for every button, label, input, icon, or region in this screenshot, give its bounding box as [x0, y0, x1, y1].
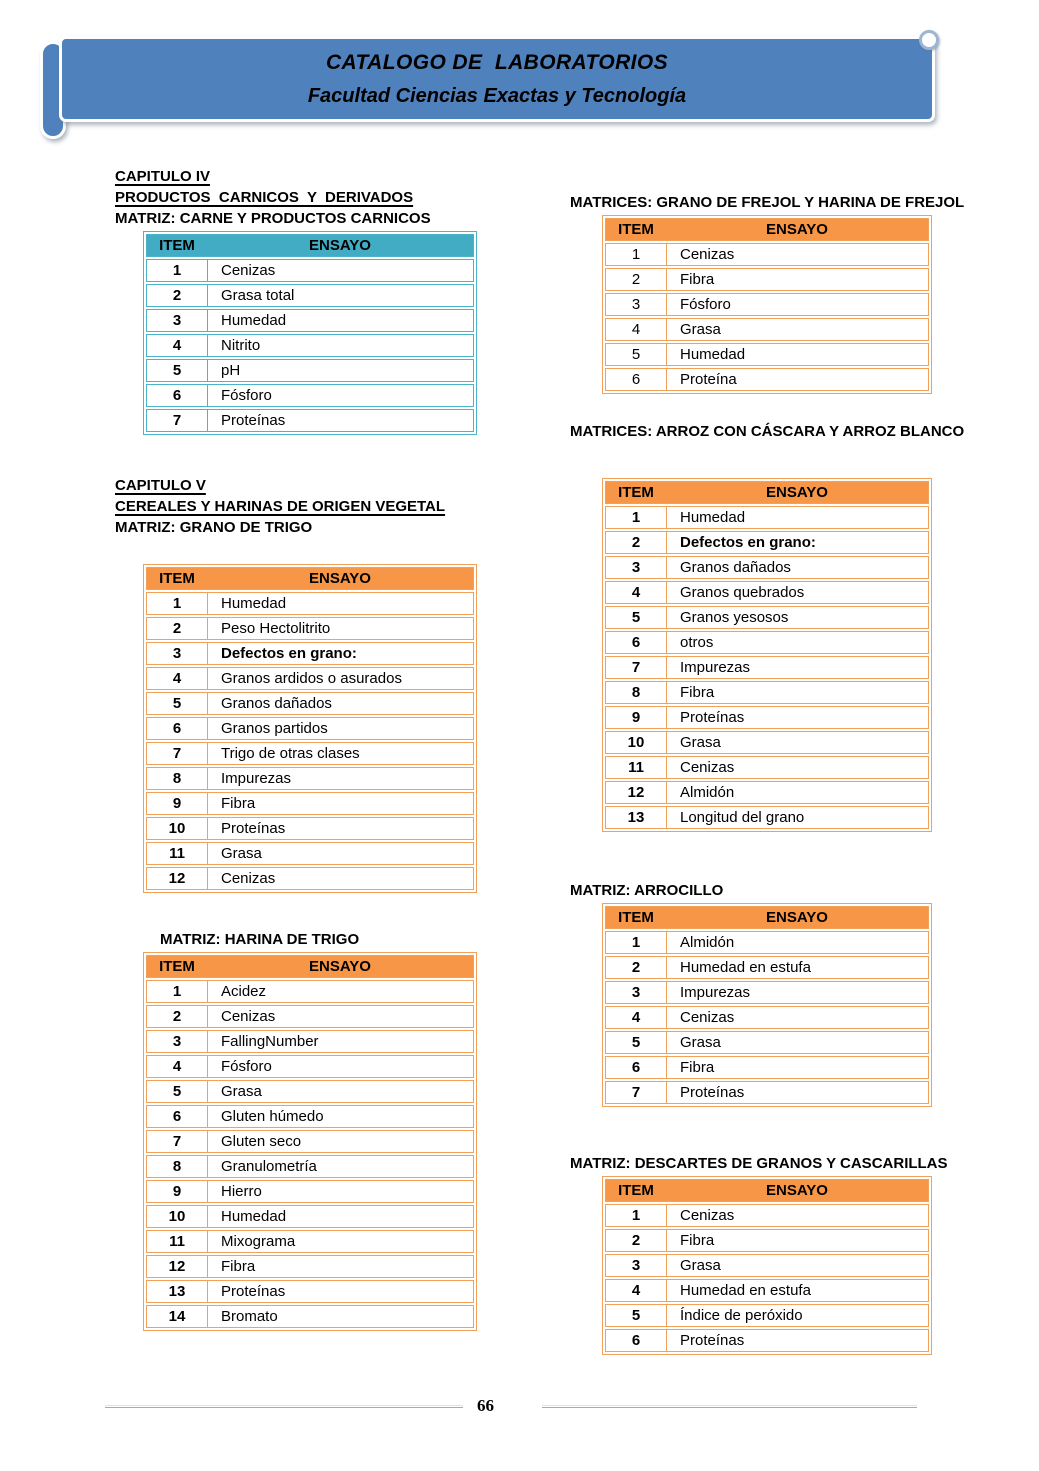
- table-row: [146, 1280, 474, 1303]
- table-row: [146, 1180, 474, 1203]
- ensayo-cell: Hierro: [221, 1183, 262, 1200]
- item-cell: 10: [606, 732, 667, 753]
- ensayo-cell: Proteínas: [221, 820, 286, 837]
- ensayo-cell: Trigo de otras clases: [221, 745, 360, 762]
- item-column-header: ITEM: [618, 1182, 654, 1199]
- banner-body: [59, 36, 935, 122]
- ensayo-cell: Acidez: [221, 983, 267, 1000]
- table-row: [605, 606, 929, 629]
- item-cell: 4: [147, 335, 208, 356]
- item-cell: 7: [147, 743, 208, 764]
- section-heading: MATRIZ: HARINA DE TRIGO: [160, 931, 360, 948]
- table-header-row: [146, 955, 474, 978]
- item-cell: 2: [606, 1230, 667, 1251]
- item-cell: 6: [147, 1106, 208, 1127]
- item-cell: 1: [606, 1205, 667, 1226]
- matrix-table-trigo: [143, 564, 477, 893]
- ensayo-cell: Proteínas: [680, 709, 745, 726]
- item-cell: 12: [147, 868, 208, 889]
- ensayo-cell: Granos ardidos o asurados: [221, 670, 402, 687]
- ensayo-cell: Cenizas: [680, 1207, 735, 1224]
- matrix-table-harina: [143, 952, 477, 1331]
- section-heading: PRODUCTOS CARNICOS Y DERIVADOS: [115, 189, 414, 206]
- item-cell: 5: [147, 693, 208, 714]
- table-row: [146, 259, 474, 282]
- item-cell: 5: [606, 1305, 667, 1326]
- item-cell: 2: [606, 532, 667, 553]
- table-row: [146, 1055, 474, 1078]
- table-row: [605, 268, 929, 291]
- table-row: [605, 531, 929, 554]
- item-cell: 1: [606, 932, 667, 953]
- ensayo-cell: Impurezas: [221, 770, 292, 787]
- section-harina: [115, 929, 485, 1331]
- item-cell: 2: [606, 957, 667, 978]
- banner-scroll-curl-icon: [919, 30, 939, 50]
- section-heading: CAPITULO V: [115, 477, 206, 494]
- left-column: [115, 166, 485, 1331]
- table-row: [146, 842, 474, 865]
- item-column-header: ITEM: [618, 221, 654, 238]
- table-row: [605, 756, 929, 779]
- ensayo-cell: Impurezas: [680, 984, 751, 1001]
- ensayo-cell: Granos yesosos: [680, 609, 789, 626]
- table-row: [605, 706, 929, 729]
- table-row: [146, 1030, 474, 1053]
- ensayo-cell: Bromato: [221, 1308, 278, 1325]
- table-row: [146, 284, 474, 307]
- table-header-row: [146, 567, 474, 590]
- item-cell: 5: [147, 360, 208, 381]
- faculty-subtitle: Facultad Ciencias Exactas y Tecnología: [307, 85, 687, 107]
- item-cell: 3: [147, 310, 208, 331]
- item-cell: 12: [147, 1256, 208, 1277]
- matrix-table-arroz: [602, 478, 932, 832]
- table-row: [146, 792, 474, 815]
- item-cell: 6: [606, 632, 667, 653]
- ensayo-cell: Humedad: [680, 346, 746, 363]
- item-cell: 10: [147, 818, 208, 839]
- ensayo-cell: Fibra: [221, 795, 256, 812]
- table-row: [605, 781, 929, 804]
- table-row: [146, 617, 474, 640]
- table-header-row: [605, 218, 929, 241]
- table-row: [605, 1304, 929, 1327]
- ensayo-cell: Cenizas: [680, 759, 735, 776]
- section-heading: MATRIZ: DESCARTES DE GRANOS Y CASCARILLAS: [570, 1155, 948, 1172]
- item-cell: 6: [606, 1057, 667, 1078]
- table-row: [605, 981, 929, 1004]
- item-cell: 10: [147, 1206, 208, 1227]
- table-row: [605, 1081, 929, 1104]
- item-cell: 5: [147, 1081, 208, 1102]
- ensayo-cell: Gluten húmedo: [221, 1108, 324, 1125]
- ensayo-cell: Granulometría: [221, 1158, 317, 1175]
- table-header-row: [605, 481, 929, 504]
- table-row: [146, 867, 474, 890]
- ensayo-cell: Defectos en grano:: [221, 645, 357, 662]
- table-row: [146, 1230, 474, 1253]
- page-footer: [105, 1397, 917, 1417]
- item-cell: 7: [606, 1082, 667, 1103]
- table-row: [605, 681, 929, 704]
- ensayo-cell: Humedad en estufa: [680, 959, 811, 976]
- table-row: [605, 581, 929, 604]
- section-carne: [115, 166, 485, 435]
- item-cell: 1: [147, 593, 208, 614]
- ensayo-cell: Cenizas: [221, 262, 276, 279]
- item-cell: 13: [606, 807, 667, 828]
- section-heading: MATRIZ: GRANO DE TRIGO: [115, 519, 313, 536]
- ensayo-cell: Impurezas: [680, 659, 751, 676]
- section-heading: MATRIZ: ARROCILLO: [570, 882, 724, 899]
- table-row: [146, 767, 474, 790]
- table-row: [146, 1005, 474, 1028]
- ensayo-column-header: ENSAYO: [309, 237, 371, 254]
- table-row: [605, 656, 929, 679]
- table-row: [146, 1105, 474, 1128]
- table-row: [605, 1254, 929, 1277]
- right-column: [570, 166, 970, 1355]
- ensayo-column-header: ENSAYO: [766, 909, 828, 926]
- section-trigo: [115, 475, 485, 893]
- table-row: [146, 409, 474, 432]
- ensayo-cell: Almidón: [680, 784, 735, 801]
- table-row: [605, 1279, 929, 1302]
- ensayo-cell: Grasa: [680, 1257, 721, 1274]
- ensayo-cell: Fibra: [680, 684, 715, 701]
- section-heading: CAPITULO IV: [115, 168, 211, 185]
- ensayo-cell: Cenizas: [221, 1008, 276, 1025]
- item-cell: 1: [606, 507, 667, 528]
- item-cell: 5: [606, 344, 667, 365]
- ensayo-cell: Proteínas: [221, 1283, 286, 1300]
- banner: [40, 36, 935, 136]
- item-cell: 5: [606, 607, 667, 628]
- item-column-header: ITEM: [159, 570, 195, 587]
- ensayo-cell: Granos dañados: [680, 559, 791, 576]
- table-row: [146, 717, 474, 740]
- ensayo-cell: Humedad: [221, 312, 287, 329]
- item-cell: 11: [147, 843, 208, 864]
- ensayo-cell: Humedad: [221, 595, 287, 612]
- table-row: [146, 667, 474, 690]
- ensayo-cell: FallingNumber: [221, 1033, 319, 1050]
- item-cell: 2: [147, 285, 208, 306]
- ensayo-cell: Fibra: [221, 1258, 256, 1275]
- ensayo-cell: Fibra: [680, 1232, 715, 1249]
- table-row: [146, 384, 474, 407]
- item-cell: 6: [147, 385, 208, 406]
- ensayo-cell: Grasa: [680, 321, 721, 338]
- item-cell: 4: [147, 1056, 208, 1077]
- table-row: [146, 334, 474, 357]
- table-row: [605, 1329, 929, 1352]
- ensayo-column-header: ENSAYO: [766, 1182, 828, 1199]
- section-arrocillo: [570, 880, 970, 1107]
- item-cell: 3: [606, 294, 667, 315]
- table-row: [146, 1155, 474, 1178]
- table-row: [146, 359, 474, 382]
- item-cell: 4: [606, 319, 667, 340]
- section-heading: MATRICES: GRANO DE FREJOL Y HARINA DE FREJOL: [570, 194, 965, 211]
- ensayo-column-header: ENSAYO: [309, 570, 371, 587]
- ensayo-cell: Proteína: [680, 371, 737, 388]
- table-row: [605, 931, 929, 954]
- page-number: 66: [477, 1396, 494, 1415]
- table-row: [605, 243, 929, 266]
- item-cell: 12: [606, 782, 667, 803]
- table-row: [605, 343, 929, 366]
- item-cell: 1: [147, 981, 208, 1002]
- item-column-header: ITEM: [618, 484, 654, 501]
- table-row: [605, 631, 929, 654]
- item-column-header: ITEM: [159, 237, 195, 254]
- item-column-header: ITEM: [159, 958, 195, 975]
- ensayo-cell: Grasa total: [221, 287, 295, 304]
- ensayo-cell: Granos quebrados: [680, 584, 805, 601]
- table-header-row: [605, 906, 929, 929]
- item-cell: 8: [606, 682, 667, 703]
- item-cell: 9: [147, 1181, 208, 1202]
- page-content: [115, 166, 975, 1355]
- ensayo-cell: Humedad: [221, 1208, 287, 1225]
- catalog-title: CATALOGO DE LABORATORIOS: [325, 51, 669, 74]
- item-cell: 9: [147, 793, 208, 814]
- section-heading: CEREALES Y HARINAS DE ORIGEN VEGETAL: [115, 498, 446, 515]
- item-cell: 4: [606, 582, 667, 603]
- table-header-row: [605, 1179, 929, 1202]
- matrix-table-arrocillo: [602, 903, 932, 1107]
- item-cell: 9: [606, 707, 667, 728]
- table-row: [605, 368, 929, 391]
- ensayo-cell: Nitrito: [221, 337, 261, 354]
- matrix-table-frejol: [602, 215, 932, 394]
- footer-rule-left: [105, 1407, 463, 1408]
- item-cell: 6: [606, 1330, 667, 1351]
- item-cell: 3: [147, 643, 208, 664]
- table-row: [146, 1130, 474, 1153]
- ensayo-cell: Cenizas: [680, 246, 735, 263]
- ensayo-cell: Cenizas: [680, 1009, 735, 1026]
- table-row: [146, 1305, 474, 1328]
- table-row: [605, 1031, 929, 1054]
- ensayo-cell: Grasa: [680, 734, 721, 751]
- ensayo-cell: Fósforo: [221, 387, 272, 404]
- table-row: [146, 1255, 474, 1278]
- item-cell: 3: [606, 982, 667, 1003]
- table-row: [605, 1056, 929, 1079]
- item-cell: 4: [606, 1007, 667, 1028]
- item-cell: 2: [147, 1006, 208, 1027]
- ensayo-cell: Defectos en grano:: [680, 534, 816, 551]
- item-cell: 3: [147, 1031, 208, 1052]
- item-cell: 1: [606, 244, 667, 265]
- table-row: [605, 806, 929, 829]
- item-cell: 2: [147, 618, 208, 639]
- table-row: [146, 592, 474, 615]
- item-cell: 6: [606, 369, 667, 390]
- ensayo-cell: Granos partidos: [221, 720, 328, 737]
- ensayo-cell: Proteínas: [680, 1332, 745, 1349]
- ensayo-cell: Fibra: [680, 1059, 715, 1076]
- table-row: [146, 980, 474, 1003]
- item-cell: 3: [606, 1255, 667, 1276]
- section-frejol: [570, 192, 970, 394]
- item-cell: 7: [147, 410, 208, 431]
- table-row: [605, 318, 929, 341]
- item-cell: 5: [606, 1032, 667, 1053]
- ensayo-column-header: ENSAYO: [766, 221, 828, 238]
- ensayo-cell: pH: [221, 362, 241, 379]
- ensayo-column-header: ENSAYO: [766, 484, 828, 501]
- table-header-row: [146, 234, 474, 257]
- table-row: [605, 731, 929, 754]
- footer-rule-right: [542, 1407, 917, 1408]
- ensayo-cell: Humedad en estufa: [680, 1282, 811, 1299]
- ensayo-cell: Almidón: [680, 934, 735, 951]
- item-cell: 2: [606, 269, 667, 290]
- table-row: [605, 956, 929, 979]
- item-cell: 14: [147, 1306, 208, 1327]
- ensayo-cell: Humedad: [680, 509, 746, 526]
- ensayo-cell: Peso Hectolitrito: [221, 620, 331, 637]
- item-cell: 3: [606, 557, 667, 578]
- item-cell: 7: [606, 657, 667, 678]
- table-row: [605, 1204, 929, 1227]
- matrix-table-descartes: [602, 1176, 932, 1355]
- table-row: [605, 1006, 929, 1029]
- item-cell: 1: [147, 260, 208, 281]
- table-row: [146, 742, 474, 765]
- item-cell: 4: [147, 668, 208, 689]
- item-cell: 6: [147, 718, 208, 739]
- section-descartes: [570, 1153, 970, 1355]
- ensayo-cell: Fibra: [680, 271, 715, 288]
- ensayo-cell: Granos dañados: [221, 695, 332, 712]
- section-heading: MATRIZ: CARNE Y PRODUCTOS CARNICOS: [115, 210, 431, 227]
- item-cell: 4: [606, 1280, 667, 1301]
- ensayo-cell: otros: [680, 634, 714, 651]
- item-cell: 11: [147, 1231, 208, 1252]
- ensayo-cell: Fósforo: [680, 296, 731, 313]
- table-row: [146, 309, 474, 332]
- item-cell: 11: [606, 757, 667, 778]
- table-row: [605, 1229, 929, 1252]
- item-cell: 13: [147, 1281, 208, 1302]
- table-row: [605, 556, 929, 579]
- ensayo-cell: Fósforo: [221, 1058, 272, 1075]
- item-cell: 7: [147, 1131, 208, 1152]
- ensayo-cell: Proteínas: [680, 1084, 745, 1101]
- ensayo-column-header: ENSAYO: [309, 958, 371, 975]
- table-row: [146, 817, 474, 840]
- table-row: [146, 1080, 474, 1103]
- section-arroz: [570, 421, 970, 832]
- table-row: [605, 293, 929, 316]
- ensayo-cell: Cenizas: [221, 870, 276, 887]
- ensayo-cell: Grasa: [680, 1034, 721, 1051]
- ensayo-cell: Grasa: [221, 1083, 262, 1100]
- table-row: [146, 692, 474, 715]
- section-heading: MATRICES: ARROZ CON CÁSCARA Y ARROZ BLANCO: [570, 423, 965, 440]
- ensayo-cell: Proteínas: [221, 412, 286, 429]
- table-row: [146, 1205, 474, 1228]
- ensayo-cell: Longitud del grano: [680, 809, 805, 826]
- ensayo-cell: Índice de peróxido: [680, 1307, 803, 1324]
- matrix-table-carne: [143, 231, 477, 435]
- item-cell: 8: [147, 1156, 208, 1177]
- ensayo-cell: Mixograma: [221, 1233, 296, 1250]
- item-cell: 8: [147, 768, 208, 789]
- table-row: [605, 506, 929, 529]
- item-column-header: ITEM: [618, 909, 654, 926]
- ensayo-cell: Gluten seco: [221, 1133, 302, 1150]
- ensayo-cell: Grasa: [221, 845, 262, 862]
- table-row: [146, 642, 474, 665]
